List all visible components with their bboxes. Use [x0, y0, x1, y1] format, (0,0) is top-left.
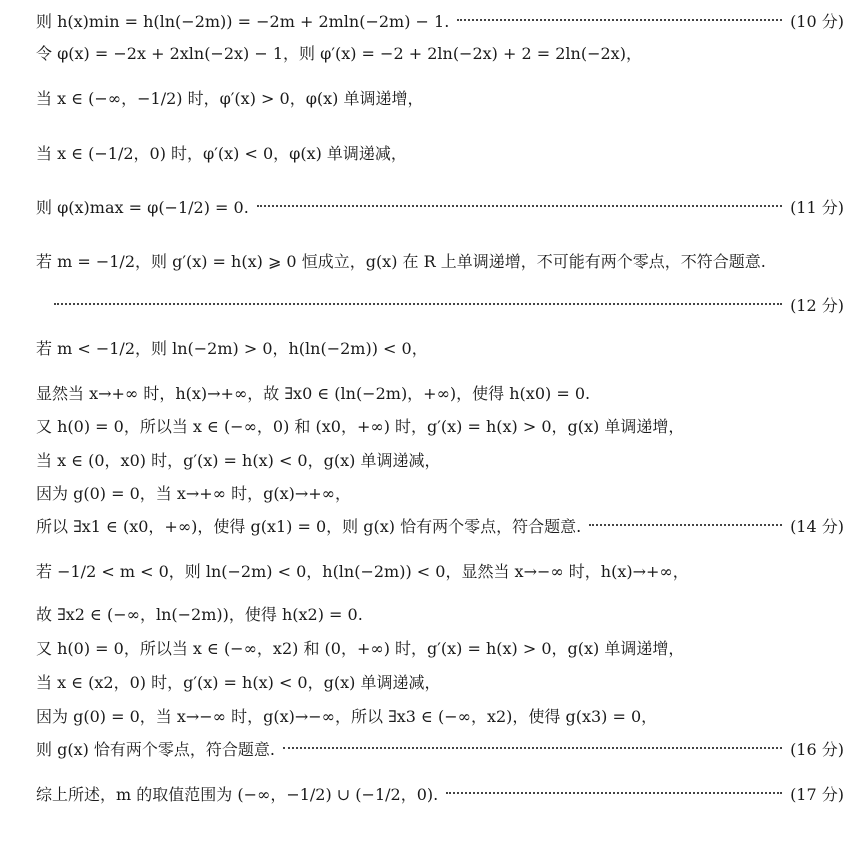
line-1	[36, 5, 844, 35]
score-10: (10 分)	[790, 11, 844, 31]
line-18-text: 因为 g(0) = 0，当 x→−∞ 时，g(x)→−∞，所以 ∃x3 ∈ (−∞，x2)，使得 g(x3) = 0，	[36, 706, 658, 726]
leader-dots	[283, 747, 782, 749]
line-8-text: 若 m < −1/2，则 ln(−2m) > 0，h(ln(−2m)) < 0，	[36, 338, 428, 358]
line-12-text: 因为 g(0) = 0，当 x→+∞ 时，g(x)→+∞，	[36, 483, 351, 503]
line-4-text: 当 x ∈ (−1/2，0) 时，φ′(x) < 0，φ(x) 单调递减，	[36, 143, 407, 163]
score-16: (16 分)	[790, 739, 844, 759]
score-11: (11 分)	[790, 197, 844, 217]
line-5	[36, 191, 844, 221]
line-17	[36, 666, 844, 696]
line-4	[36, 137, 844, 167]
line-19	[36, 733, 844, 763]
line-14	[36, 555, 844, 585]
line-18	[36, 700, 844, 730]
line-5-text: 则 φ(x)max = φ(−1/2) = 0.	[36, 197, 249, 217]
line-19-text: 则 g(x) 恰有两个零点，符合题意.	[36, 739, 276, 759]
line-15-text: 故 ∃x2 ∈ (−∞，ln(−2m))，使得 h(x2) = 0.	[36, 604, 363, 624]
line-10-text: 又 h(0) = 0，所以当 x ∈ (−∞，0) 和 (x0，+∞) 时，g′(x) = h(x) > 0，g(x) 单调递增，	[36, 416, 685, 436]
line-10	[36, 410, 844, 440]
leader-dots	[54, 303, 782, 305]
score-14: (14 分)	[790, 516, 844, 536]
line-2	[36, 37, 844, 67]
line-13	[36, 510, 844, 540]
line-6	[36, 245, 844, 275]
line-1-text: 则 h(x)min = h(ln(−2m)) = −2m + 2mln(−2m) − 1.	[36, 11, 450, 31]
line-15	[36, 598, 844, 628]
line-20-text: 综上所述，m 的取值范围为 (−∞，−1/2) ∪ (−1/2，0).	[36, 784, 439, 804]
line-13-text: 所以 ∃x1 ∈ (x0，+∞)，使得 g(x1) = 0，则 g(x) 恰有两个零点，符合题意.	[36, 516, 582, 536]
leader-dots	[457, 19, 782, 21]
line-17-text: 当 x ∈ (x2，0) 时，g′(x) = h(x) < 0，g(x) 单调递减，	[36, 672, 441, 692]
line-9	[36, 377, 844, 407]
leader-dots	[446, 792, 782, 794]
line-9-text: 显然当 x→+∞ 时，h(x)→+∞，故 ∃x0 ∈ (ln(−2m)，+∞)，使得 h(x0) = 0.	[36, 383, 591, 403]
score-12: (12 分)	[790, 295, 844, 315]
line-16	[36, 632, 844, 662]
line-20	[36, 778, 844, 808]
line-2-text: 令 φ(x) = −2x + 2xln(−2x) − 1，则 φ′(x) = −2 + 2ln(−2x) + 2 = 2ln(−2x)，	[36, 43, 642, 63]
leader-dots	[589, 524, 782, 526]
score-17: (17 分)	[790, 784, 844, 804]
line-8	[36, 332, 844, 362]
line-11	[36, 444, 844, 474]
line-11-text: 当 x ∈ (0，x0) 时，g′(x) = h(x) < 0，g(x) 单调递减，	[36, 450, 441, 470]
line-3	[36, 82, 844, 112]
line-7	[46, 289, 844, 319]
leader-dots	[257, 205, 782, 207]
line-16-text: 又 h(0) = 0，所以当 x ∈ (−∞，x2) 和 (0，+∞) 时，g′(x) = h(x) > 0，g(x) 单调递增，	[36, 638, 685, 658]
line-12	[36, 477, 844, 507]
line-14-text: 若 −1/2 < m < 0，则 ln(−2m) < 0，h(ln(−2m)) < 0，显然当 x→−∞ 时，h(x)→+∞，	[36, 561, 689, 581]
line-3-text: 当 x ∈ (−∞，−1/2) 时，φ′(x) > 0，φ(x) 单调递增，	[36, 88, 424, 108]
line-6-text: 若 m = −1/2，则 g′(x) = h(x) ⩾ 0 恒成立，g(x) 在 R 上单调递增，不可能有两个零点，不符合题意.	[36, 251, 766, 271]
